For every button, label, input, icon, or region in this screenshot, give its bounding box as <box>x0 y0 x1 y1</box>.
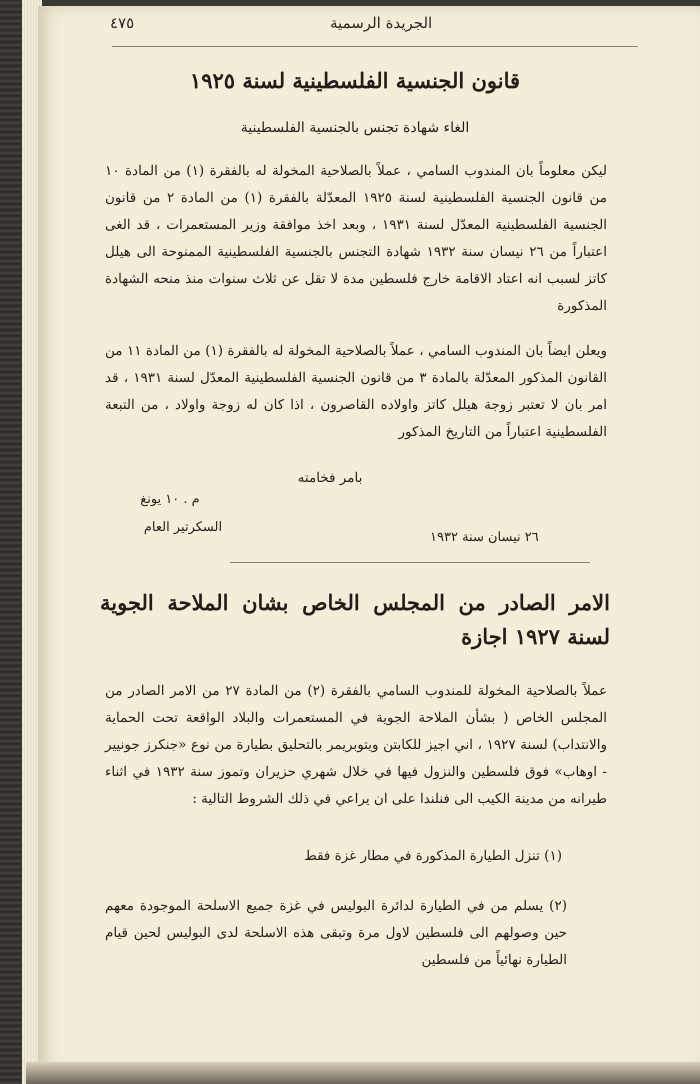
page-number: ٤٧٥ <box>110 14 135 32</box>
notice1-order-by: بامر فخامته <box>297 470 363 486</box>
section-divider <box>230 562 590 563</box>
notice1-title: قانون الجنسية الفلسطينية لسنة ١٩٢٥ <box>189 68 521 93</box>
notice1-signer-name: م . ١٠ يونغ <box>140 492 200 507</box>
page-bottom-edge <box>26 1062 700 1084</box>
page-header <box>70 12 670 42</box>
notice1-paragraph1: ليكن معلوماً بان المندوب السامي ، عملاً بالصلاحية المخولة له بالفقرة (١) من المادة ١٠ من قانون الجنسية الفلسطينية لسنة ١٩٢٥ المعدّلة بالفقرة (١) من المادة ٢ من قانون الجنسية الفلسطينية المعدّل لسنة ١٩٣١ ، وبعد اخذ موافقة وزير المستعمرات ، قد الغى اعتباراً من ٢٦ نيسان سنة ١٩٣٢ شهادة التجنس بالجنسية الفلسطينية الممنوحة الى هيلل كاتز لسبب انه اعتاد الاقامة خارج فلسطين مدة لا تقل عن ثلاث سنوات منذ منحه الشهادة المذكورة <box>105 163 607 314</box>
header-rule <box>112 46 638 47</box>
gazette-name: الجريدة الرسمية <box>330 14 433 32</box>
notice1-signer-title: السكرتير العام <box>143 520 223 535</box>
notice1-subtitle: الغاء شهادة تجنس بالجنسية الفلسطينية <box>240 120 470 136</box>
notice1-date: ٢٦ نيسان سنة ١٩٣٢ <box>430 530 539 545</box>
notice2-paragraph: عملاً بالصلاحية المخولة للمندوب السامي بالفقرة (٢) من المادة ٢٧ من الامر الصادر من المجلس الخاص ( بشأن الملاحة الجوية في المستعمرات والبلاد الواقعة تحت الحماية والانتداب) لسنة ١٩٢٧ ، اني اجيز للكابتن ويتوبريمر بالتحليق بطيارة من نوع «جنكرز جونيير - اوهاب» فوق فلسطين والنزول فيها في خلال شهري حزيران وتموز سنة ١٩٣٢ في اثناء طيرانه من مدينة الكيب الى فنلندا على ان يراعي في ذلك الشروط التالية : <box>105 683 607 807</box>
notice2-condition-2: (٢) يسلم من في الطيارة لدائرة البوليس في غزة جميع الاسلحة الموجودة معهم حين وصولهم الى فلسطين لاول مرة وتبقى هذه الاسلحة لدى البوليس لحين قيام الطيارة نهائياً من فلسطين <box>105 898 567 968</box>
notice2-title: الامر الصادر من المجلس الخاص بشان الملاحة الجوية لسنة ١٩٢٧ اجازة <box>100 590 610 649</box>
notice1-paragraph2: ويعلن ايضاً بان المندوب السامي ، عملاً بالصلاحية المخولة له بالفقرة (١) من المادة ١١ من القانون المذكور المعدّلة بالمادة ٣ من قانون الجنسية الفلسطينية المعدّل لسنة ١٩٣١ ، قد امر بان لا تعتبر زوجة هيلل كاتز واولاده القاصرون ، اذا كان له زوجة واولاد ، من التبعة الفلسطينية اعتباراً من التاريخ المذكور <box>105 343 608 440</box>
notice2-condition-1: (١) تنزل الطيارة المذكورة في مطار غزة فقط <box>304 848 562 864</box>
